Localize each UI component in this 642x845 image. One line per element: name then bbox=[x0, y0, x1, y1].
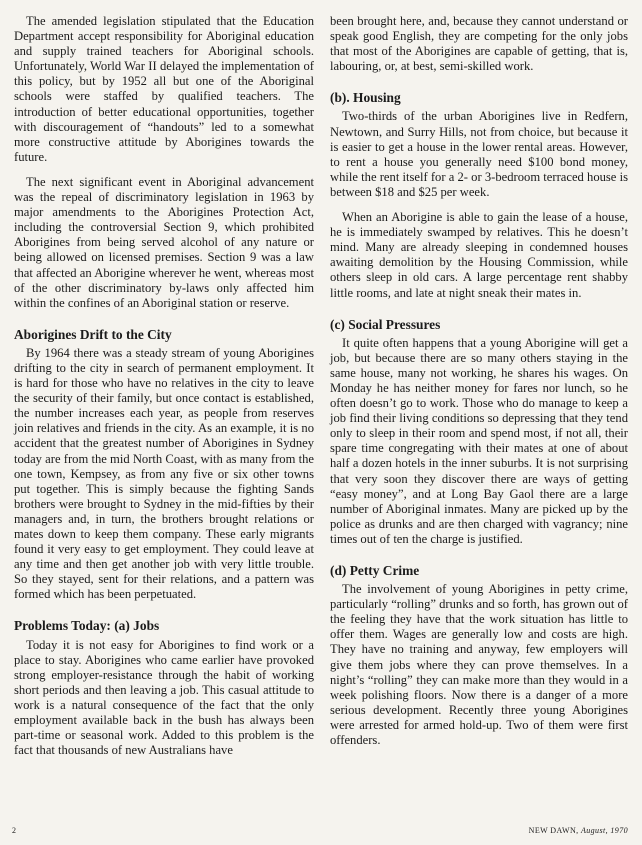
paragraph-housing: Two-thirds of the urban Aborigines live in Redfern, Newtown, and Surry Hills, not from choice, but because it is easier to get a house in the lower rental areas. However, to rent a house you generally need $100 bond money, while the rent itself for a 2- or 3-bedroom terraced house is between $18 and $25 per week. bbox=[330, 109, 628, 199]
issue-date: August, 1970 bbox=[580, 826, 628, 835]
footer-publication bbox=[529, 826, 628, 835]
paragraph-crime: The involvement of young Aborigines in petty crime, particularly “rolling” drunks and so forth, has grown out of the feeling they have that the work situation has little to offer them. Wages are generally low and costs are high. They have no training and anyway, few employers will give them jobs where they can prove themselves. In a night’s “rolling” they can make more than they would in a week polishing floors. Now there is a danger of a more serious development. Recently three young Aborigines were arrested for armed hold-up. Two of them were first offenders. bbox=[330, 582, 628, 748]
heading-housing: (b). Housing bbox=[330, 90, 401, 106]
paragraph-social: It quite often happens that a young Aborigine will get a job, but because there are so many others staying in the same house, many not working, he shares his wages. On Monday he has neither money for fares nor lunch, so he often doesn’t go to work. Those who do manage to keep a job find their living conditions so depressing that they tend only to sleep in their room and spend most, if not all, their spare time congregating with their mates at one of about half a dozen hotels in the inner suburbs. It is not surprising that very soon they discover there are ways of getting “easy money”, and at Long Bay Gaol there are a large number of Aboriginal inmates. Many are picked up by the police as drunks and are then charged with vagrancy; nine times out of ten the charge is justified. bbox=[330, 335, 628, 546]
right-column bbox=[330, 14, 628, 758]
heading-petty-crime: (d) Petty Crime bbox=[330, 563, 420, 578]
heading-social-pressures: (c) Social Pressures bbox=[330, 316, 441, 332]
heading-jobs-label: (a) Jobs bbox=[114, 618, 160, 634]
heading-drift-to-city: Aborigines Drift to the City bbox=[14, 326, 172, 342]
heading-problems-label: Problems Today: bbox=[14, 618, 111, 634]
paragraph-education: The amended legislation stipulated that the Education Department accept responsibility for Aboriginal education and supply trained teachers for Aboriginal schools. Unfortunately, World War II delayed the implementation of this policy, but by 1952 all but one of the Aboriginal schools were staffed by qualified teachers. The introduction of better educational opportunities, together with discouragement of “handouts” led to a somewhat more constructive attitude by Aborigines towards the future. bbox=[14, 14, 314, 164]
paragraph-relatives: When an Aborigine is able to gain the lease of a house, he is immediately swamped by relatives. This he doesn’t mind. Many are already sleeping in condemned houses awaiting demolition by the Housing Commission, while others sleep in old cars. A large percentage rent shabby little rooms, and late at night sneak their mates in. bbox=[330, 210, 628, 300]
left-column bbox=[14, 14, 314, 768]
paragraph-drift: By 1964 there was a steady stream of young Aborigines drifting to the city in search of permanent employment. It is hard for those who have no relatives in the city to leave the security of their family, but once contact is established, the number increases each year, as people from reserves join relatives and friends in the city. As an example, it is no accident that the greatest number of Aborigines in Sydney today are from the mid North Coast, with as many from the one town, Kempsey, as from any five or six other towns put together. This is simply because the fighting Sands brothers were brought to Sydney in the mid-fifties by their managers and, in turn, the brothers brought relations or mates down to keep them company. These early migrants found it very easy to get employment. They could leave at any time and then get another job with very little trouble. So they stayed, sent for their relations, and a pattern was formed which has been perpetuated. bbox=[14, 345, 314, 602]
publication-name: NEW DAWN, bbox=[528, 826, 579, 835]
page-number: 2 bbox=[12, 826, 17, 835]
paragraph-repeal: The next significant event in Aboriginal advancement was the repeal of discriminatory legislation in 1963 by major amendments to the Aborigines Protection Act, including the controversial Section 9, which prohibited Aborigines from being served alcohol of any nature or being allowed on licensed premises. Section 9 was a law that affected an Aborigine wherever he went, whereas most of the other discriminatory by-laws only affected him within the confines of an Aboriginal station or reserve. bbox=[14, 174, 314, 310]
paragraph-jobs: Today it is not easy for Aborigines to find work or a place to stay. Aborigines who came earlier have provoked strong employer-resistance through the habit of working short periods and then leaving a job. This casual attitude to work is a natural consequence of the fact that the only employment available back in the bush has always been part-time or seasonal work. Added to this problem is the fact that thousands of new Australians have bbox=[14, 637, 314, 758]
paragraph-jobs-continued: been brought here, and, because they cannot understand or speak good English, they are competing for the only jobs that most of the Aborigines are capable of getting, that is, labouring, or, at best, semi-skilled work. bbox=[330, 14, 628, 74]
heading-problems-today bbox=[14, 618, 314, 633]
